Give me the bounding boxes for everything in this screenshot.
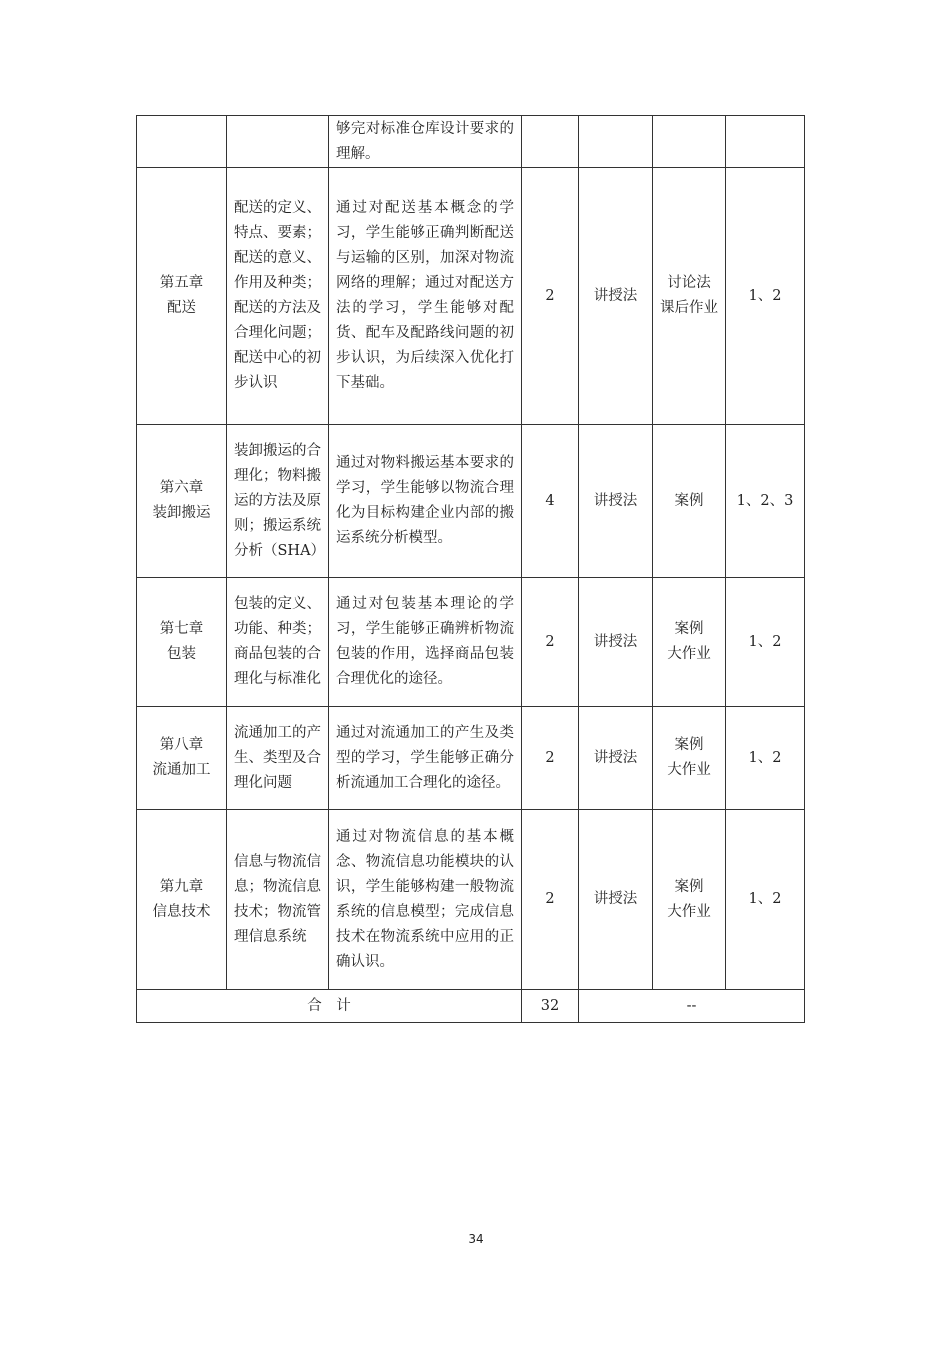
- hours-cell: 2: [522, 168, 579, 425]
- table-row: [137, 168, 805, 425]
- goal-cell: 通过对包装基本理论的学习，学生能够正确辨析物流包装的作用，选择商品包装合理优化的途径。: [329, 578, 522, 707]
- practice-cell: 案例 大作业: [653, 707, 726, 810]
- practice-cell: 讨论法 课后作业: [653, 168, 726, 425]
- hours-cell: 4: [522, 425, 579, 578]
- hours-cell: 2: [522, 707, 579, 810]
- chapter-cell: 第八章 流通加工: [137, 707, 227, 810]
- syllabus-table: [136, 115, 805, 1023]
- chapter-cell: 第九章 信息技术: [137, 810, 227, 990]
- content-cell: 包装的定义、功能、种类；商品包装的合理化与标准化: [227, 578, 329, 707]
- method-cell: 讲授法: [579, 578, 653, 707]
- total-label: 合 计: [137, 990, 522, 1023]
- goal-cell: 通过对物料搬运基本要求的学习，学生能够以物流合理化为目标构建企业内部的搬运系统分析模型。: [329, 425, 522, 578]
- practice-cell: 案例 大作业: [653, 578, 726, 707]
- target-cell: [726, 116, 805, 168]
- practice-cell: 案例 大作业: [653, 810, 726, 990]
- goal-cell: 通过对配送基本概念的学习，学生能够正确判断配送与运输的区别，加深对物流网络的理解；通过对配送方法的学习，学生能够对配货、配车及配路线问题的初步认识，为后续深入优化打下基础。: [329, 168, 522, 425]
- chapter-cell: 第七章 包装: [137, 578, 227, 707]
- hours-cell: 2: [522, 810, 579, 990]
- goal-cell: 通过对流通加工的产生及类型的学习，学生能够正确分析流通加工合理化的途径。: [329, 707, 522, 810]
- hours-cell: [522, 116, 579, 168]
- target-cell: 1、2、3: [726, 425, 805, 578]
- page-number: 34: [468, 1232, 484, 1246]
- chapter-cell: [137, 116, 227, 168]
- method-cell: 讲授法: [579, 168, 653, 425]
- method-cell: 讲授法: [579, 425, 653, 578]
- content-cell: 装卸搬运的合理化；物料搬运的方法及原则；搬运系统分析（SHA）: [227, 425, 329, 578]
- content-cell: 配送的定义、特点、要素；配送的意义、作用及种类；配送的方法及合理化问题；配送中心的初步认识: [227, 168, 329, 425]
- chapter-cell: 第五章 配送: [137, 168, 227, 425]
- table-row: [137, 810, 805, 990]
- practice-cell: 案例: [653, 425, 726, 578]
- content-cell: 流通加工的产生、类型及合理化问题: [227, 707, 329, 810]
- goal-cell: 通过对物流信息的基本概念、物流信息功能模块的认识，学生能够构建一般物流系统的信息模型；完成信息技术在物流系统中应用的正确认识。: [329, 810, 522, 990]
- content-cell: [227, 116, 329, 168]
- method-cell: [579, 116, 653, 168]
- target-cell: 1、2: [726, 707, 805, 810]
- target-cell: 1、2: [726, 810, 805, 990]
- content-cell: 信息与物流信息；物流信息技术；物流管理信息系统: [227, 810, 329, 990]
- target-cell: 1、2: [726, 168, 805, 425]
- table-body: [137, 116, 805, 1023]
- goal-cell: 够完对标准仓库设计要求的理解。: [329, 116, 522, 168]
- chapter-cell: 第六章 装卸搬运: [137, 425, 227, 578]
- practice-cell: [653, 116, 726, 168]
- total-row: [137, 990, 805, 1023]
- method-cell: 讲授法: [579, 707, 653, 810]
- total-hours: 32: [522, 990, 579, 1023]
- total-rest: --: [579, 990, 805, 1023]
- table-row: [137, 578, 805, 707]
- hours-cell: 2: [522, 578, 579, 707]
- method-cell: 讲授法: [579, 810, 653, 990]
- target-cell: 1、2: [726, 578, 805, 707]
- table-row: [137, 116, 805, 168]
- table-row: [137, 707, 805, 810]
- table-row: [137, 425, 805, 578]
